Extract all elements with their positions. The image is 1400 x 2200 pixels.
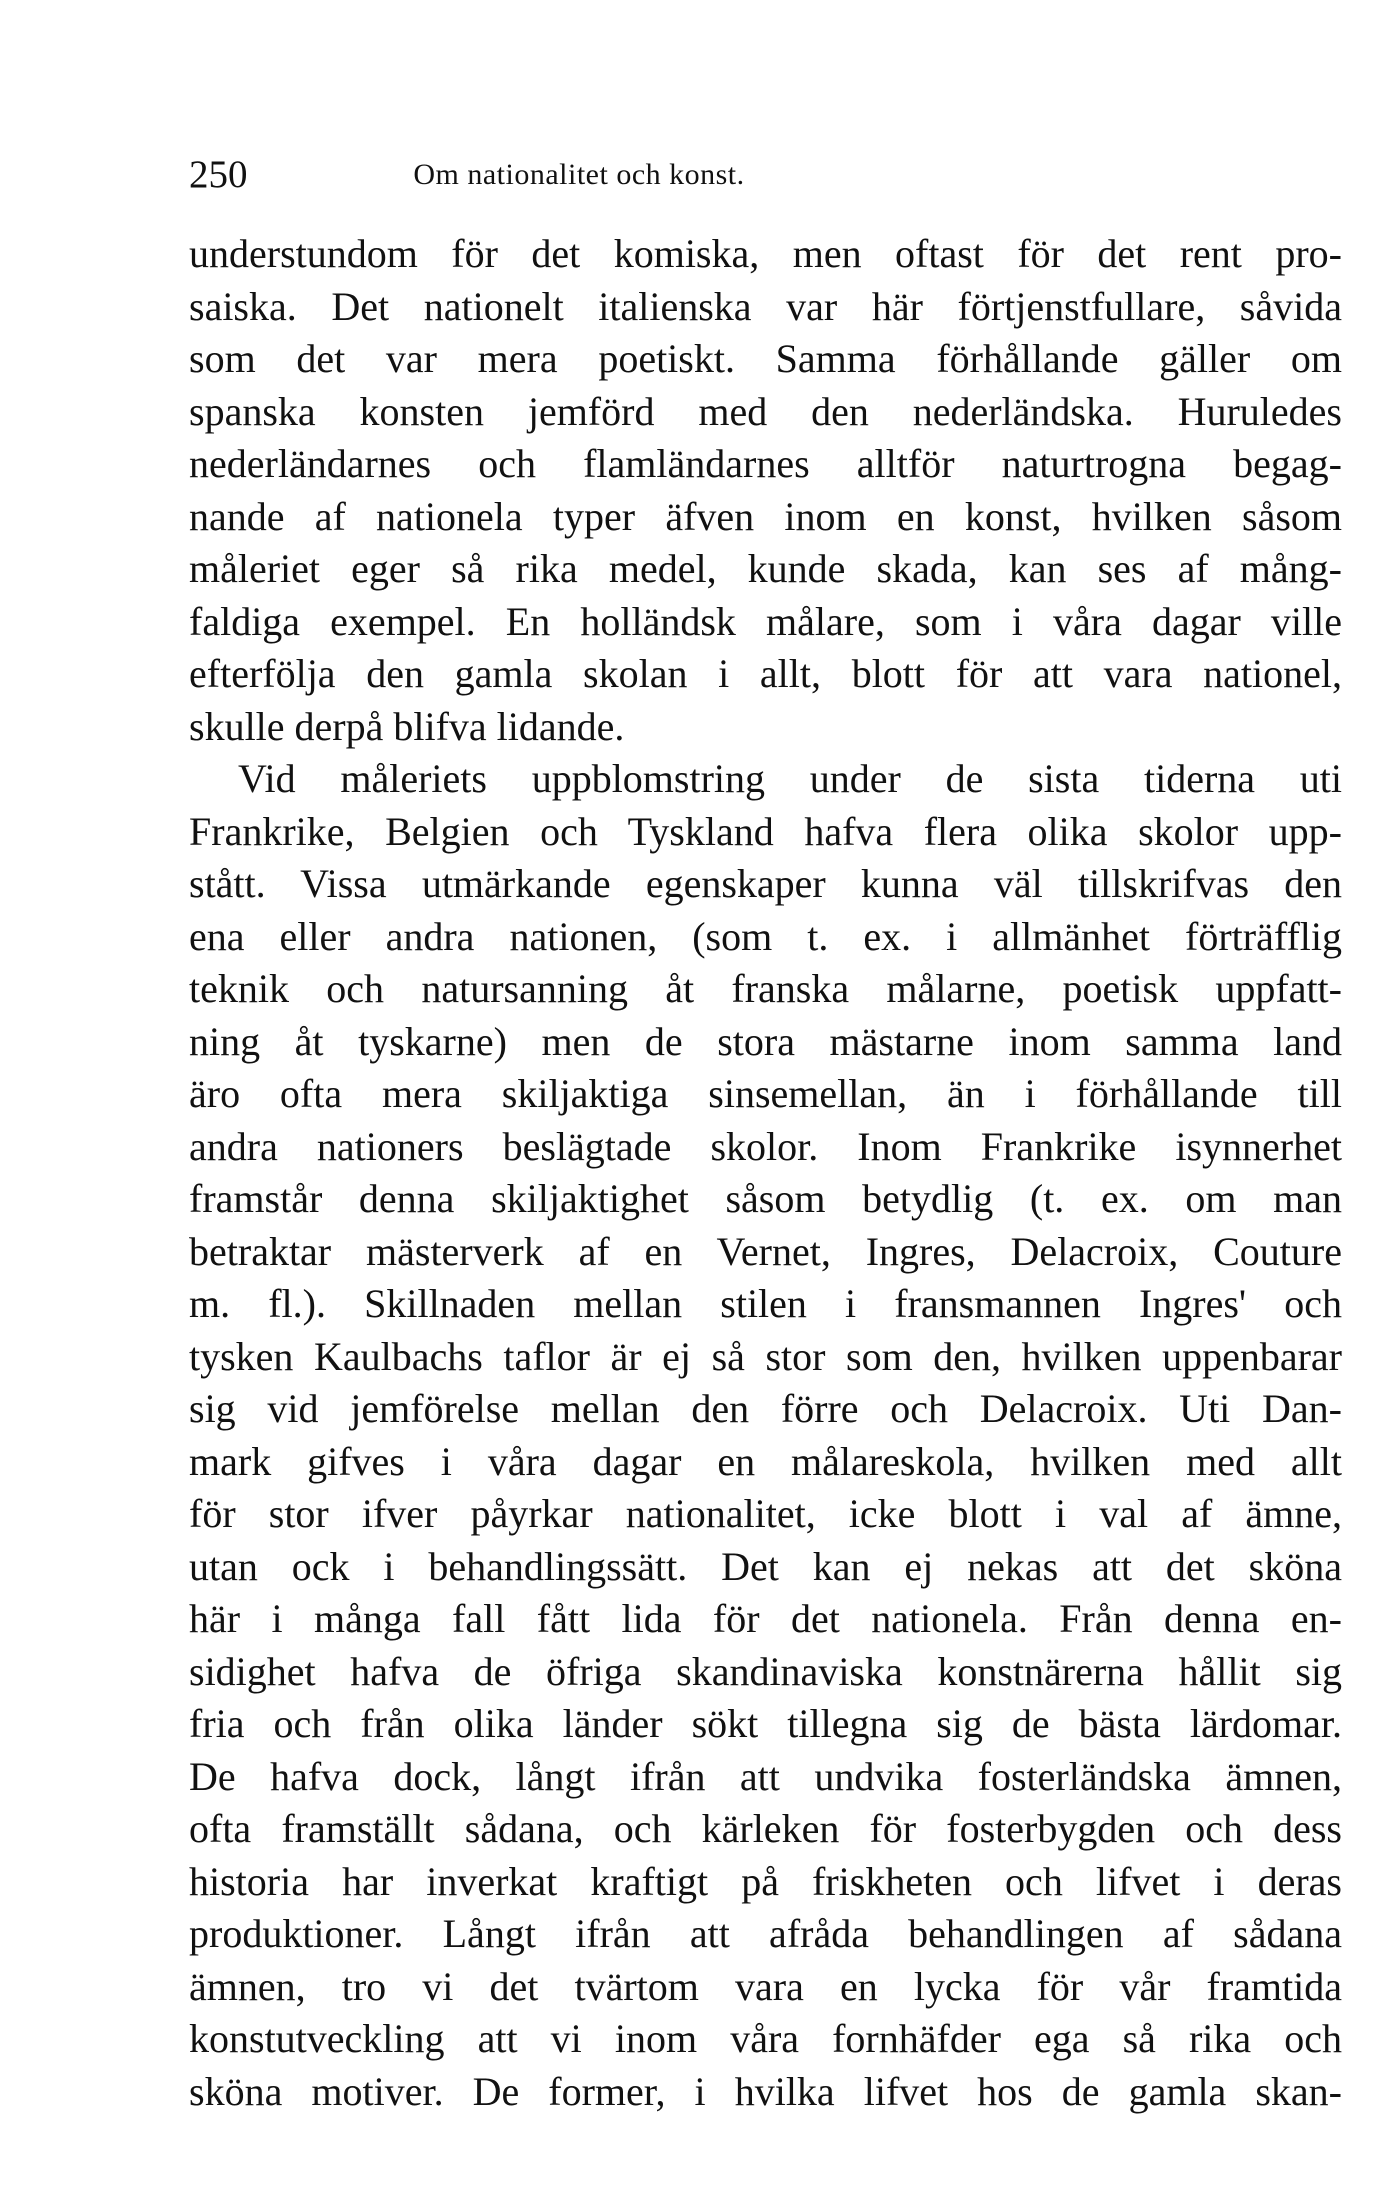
text-line: Frankrike, Belgien och Tyskland hafva flera olika skolor upp- xyxy=(189,808,1342,854)
text-line: äro ofta mera skiljaktiga sinsemellan, än i förhållande till xyxy=(189,1071,1342,1116)
text-line: ena eller andra nationen, (som t. ex. i allmänhet förträfflig xyxy=(189,913,1342,959)
text-line: understundom för det komiska, men oftast för det rent pro- xyxy=(189,231,1342,276)
text-line: framstår denna skiljaktighet såsom betydlig (t. ex. om man xyxy=(189,1176,1342,1221)
text-line: m. fl.). Skillnaden mellan stilen i fransmannen Ingres' och xyxy=(189,1281,1342,1326)
text-line: stått. Vissa utmärkande egenskaper kunna väl tillskrifvas den xyxy=(189,861,1342,906)
text-line: mark gifves i våra dagar en målareskola, hvilken med allt xyxy=(189,1438,1342,1484)
text-line: faldiga exempel. En holländsk målare, som i våra dagar ville xyxy=(189,598,1342,644)
text-line: efterfölja den gamla skolan i allt, blott för att vara nationel, xyxy=(189,651,1342,696)
text-line: sidighet hafva de öfriga skandinaviska konstnärerna hållit sig xyxy=(189,1648,1342,1694)
text-line: betraktar mästerverk af en Vernet, Ingres, Delacroix, Couture xyxy=(189,1228,1342,1274)
page-number: 250 xyxy=(189,153,248,196)
running-title: Om nationalitet och konst. xyxy=(413,158,745,191)
text-line: andra nationers beslägtade skolor. Inom Frankrike isynnerhet xyxy=(189,1123,1342,1169)
text-line: sig vid jemförelse mellan den förre och Delacroix. Uti Dan- xyxy=(189,1386,1342,1431)
text-line: nederländarnes och flamländarnes alltför naturtrogna begag- xyxy=(189,441,1342,486)
text-line: sköna motiver. De former, i hvilka lifvet hos de gamla skan- xyxy=(189,2068,1342,2114)
text-line: teknik och natursanning åt franska målarne, poetisk uppfatt- xyxy=(189,966,1342,1011)
text-line: tysken Kaulbachs taflor är ej så stor som den, hvilken uppenbarar xyxy=(189,1333,1342,1379)
text-line: nande af nationela typer äfven inom en konst, hvilken såsom xyxy=(189,493,1342,539)
text-line: skulle derpå blifva lidande. xyxy=(189,703,625,749)
text-line: utan ock i behandlingssätt. Det kan ej nekas att det sköna xyxy=(189,1543,1342,1589)
text-line: måleriet eger så rika medel, kunde skada, kan ses af mång- xyxy=(189,546,1342,591)
paragraph-first-line: Vid måleriets uppblomstring under de sista tiderna uti xyxy=(238,756,1342,801)
text-line: spanska konsten jemförd med den nederländska. Huruledes xyxy=(189,388,1342,434)
text-line: saiska. Det nationelt italienska var här förtjenstfullare, såvida xyxy=(189,283,1342,329)
text-line: som det var mera poetiskt. Samma förhållande gäller om xyxy=(189,336,1342,381)
text-line: konstutveckling att vi inom våra fornhäfder ega så rika och xyxy=(189,2016,1342,2061)
text-line: fria och från olika länder sökt tillegna sig de bästa lärdomar. xyxy=(189,1701,1342,1746)
text-line: här i många fall fått lida för det nationela. Från denna en- xyxy=(189,1596,1342,1641)
text-line: ofta framställt sådana, och kärleken för fosterbygden och dess xyxy=(189,1806,1342,1851)
text-line: för stor ifver påyrkar nationalitet, icke blott i val af ämne, xyxy=(189,1491,1342,1536)
text-line: ning åt tyskarne) men de stora mästarne inom samma land xyxy=(189,1018,1342,1064)
text-line: De hafva dock, långt ifrån att undvika fosterländska ämnen, xyxy=(189,1753,1342,1799)
text-line: produktioner. Långt ifrån att afråda behandlingen af sådana xyxy=(189,1911,1342,1956)
running-head xyxy=(189,150,1339,200)
body-text xyxy=(189,228,1342,2118)
text-line: historia har inverkat kraftigt på friskheten och lifvet i deras xyxy=(189,1858,1342,1904)
text-line: ämnen, tro vi det tvärtom vara en lycka för vår framtida xyxy=(189,1963,1342,2009)
